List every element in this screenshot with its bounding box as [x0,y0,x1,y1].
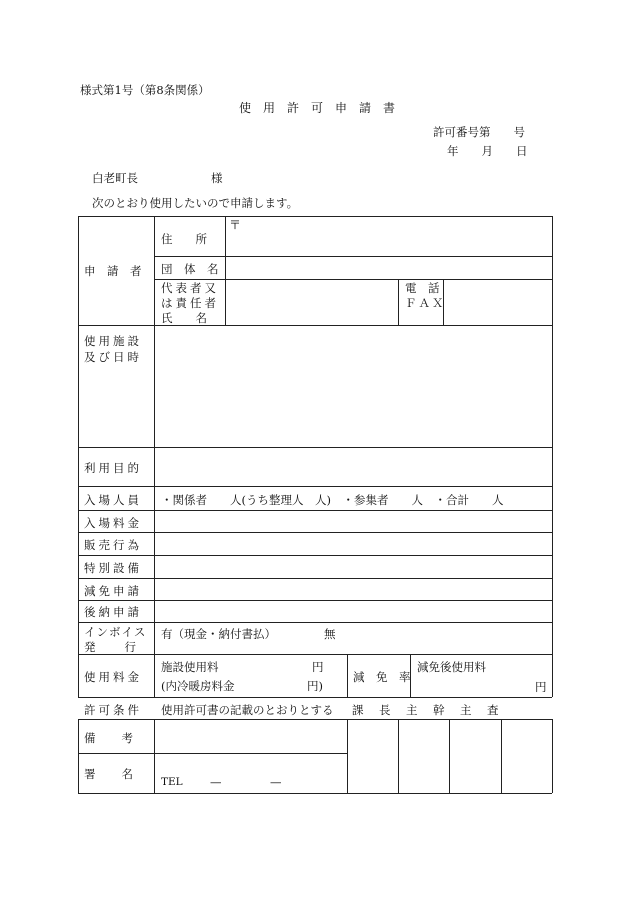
address-label: 住 所 [161,232,207,246]
application-date: 年 月 日 [447,144,528,158]
representative-label-1: 代表者又 [161,281,219,295]
tel-label: TEL [161,776,183,788]
phone-label: 電 話 [405,281,440,295]
facility-fee-yen: 円 [312,660,324,674]
sales-label: 販売行為 [84,538,142,552]
postal-mark-icon: 〒 [229,218,242,232]
purpose-label: 利用目的 [84,461,142,475]
reduction-rate-label: 減 免 率 [353,670,411,684]
addressee: 白老町長 [92,171,138,185]
document-title: 使 用 許 可 申 請 書 [239,101,396,115]
attendance-detail: ・関係者 人(うち整理人 人) ・参集者 人 ・合計 人 [161,493,504,507]
facility-label-1: 使用施設 [84,334,142,348]
facility-label-2: 及び日時 [84,350,142,364]
remarks-label: 備 考 [84,731,134,745]
intro-text: 次のとおり使用したいので申請します。 [92,196,299,210]
invoice-label-2: 発 行 [84,640,138,654]
admission-fee-label: 入場料金 [84,516,142,530]
invoice-yes-option: 有（現金・納付書払） [161,627,276,641]
permit-conditions-label: 許可条件 [84,703,142,717]
representative-label-2: は責任者 [161,296,219,310]
group-name-label: 団 体 名 [161,262,219,276]
conditions-text: 使用許可書の記載のとおりとする [161,703,334,717]
honorific: 様 [211,171,223,185]
tel-dash-2: — [270,775,282,789]
fax-label: ＦＡＸ [405,296,446,310]
fee-label: 使用料金 [84,670,142,684]
exemption-label: 減免申請 [84,584,142,598]
approval-headers: 課 長 主 幹 主 査 [352,703,501,717]
heating-fee-yen: 円) [307,679,323,693]
representative-label-3: 氏 名 [161,311,207,325]
attendance-label: 入場人員 [84,493,142,507]
signature-label: 署 名 [84,767,134,781]
after-reduction-yen: 円 [535,680,547,694]
applicant-label: 申 請 者 [84,264,142,278]
invoice-no-option: 無 [324,627,336,641]
deferred-label: 後納申請 [84,605,142,619]
equipment-label: 特別設備 [84,561,142,575]
heating-fee-label: (内冷暖房料金 [161,679,235,693]
facility-fee-label: 施設使用料 [161,660,219,674]
after-reduction-label: 減免後使用料 [417,660,486,674]
invoice-label-1: インボイス [84,625,147,639]
tel-dash-1: — [210,775,222,789]
form-number: 様式第1号（第8条関係） [80,83,210,97]
permit-number: 許可番号第 号 [433,125,525,139]
